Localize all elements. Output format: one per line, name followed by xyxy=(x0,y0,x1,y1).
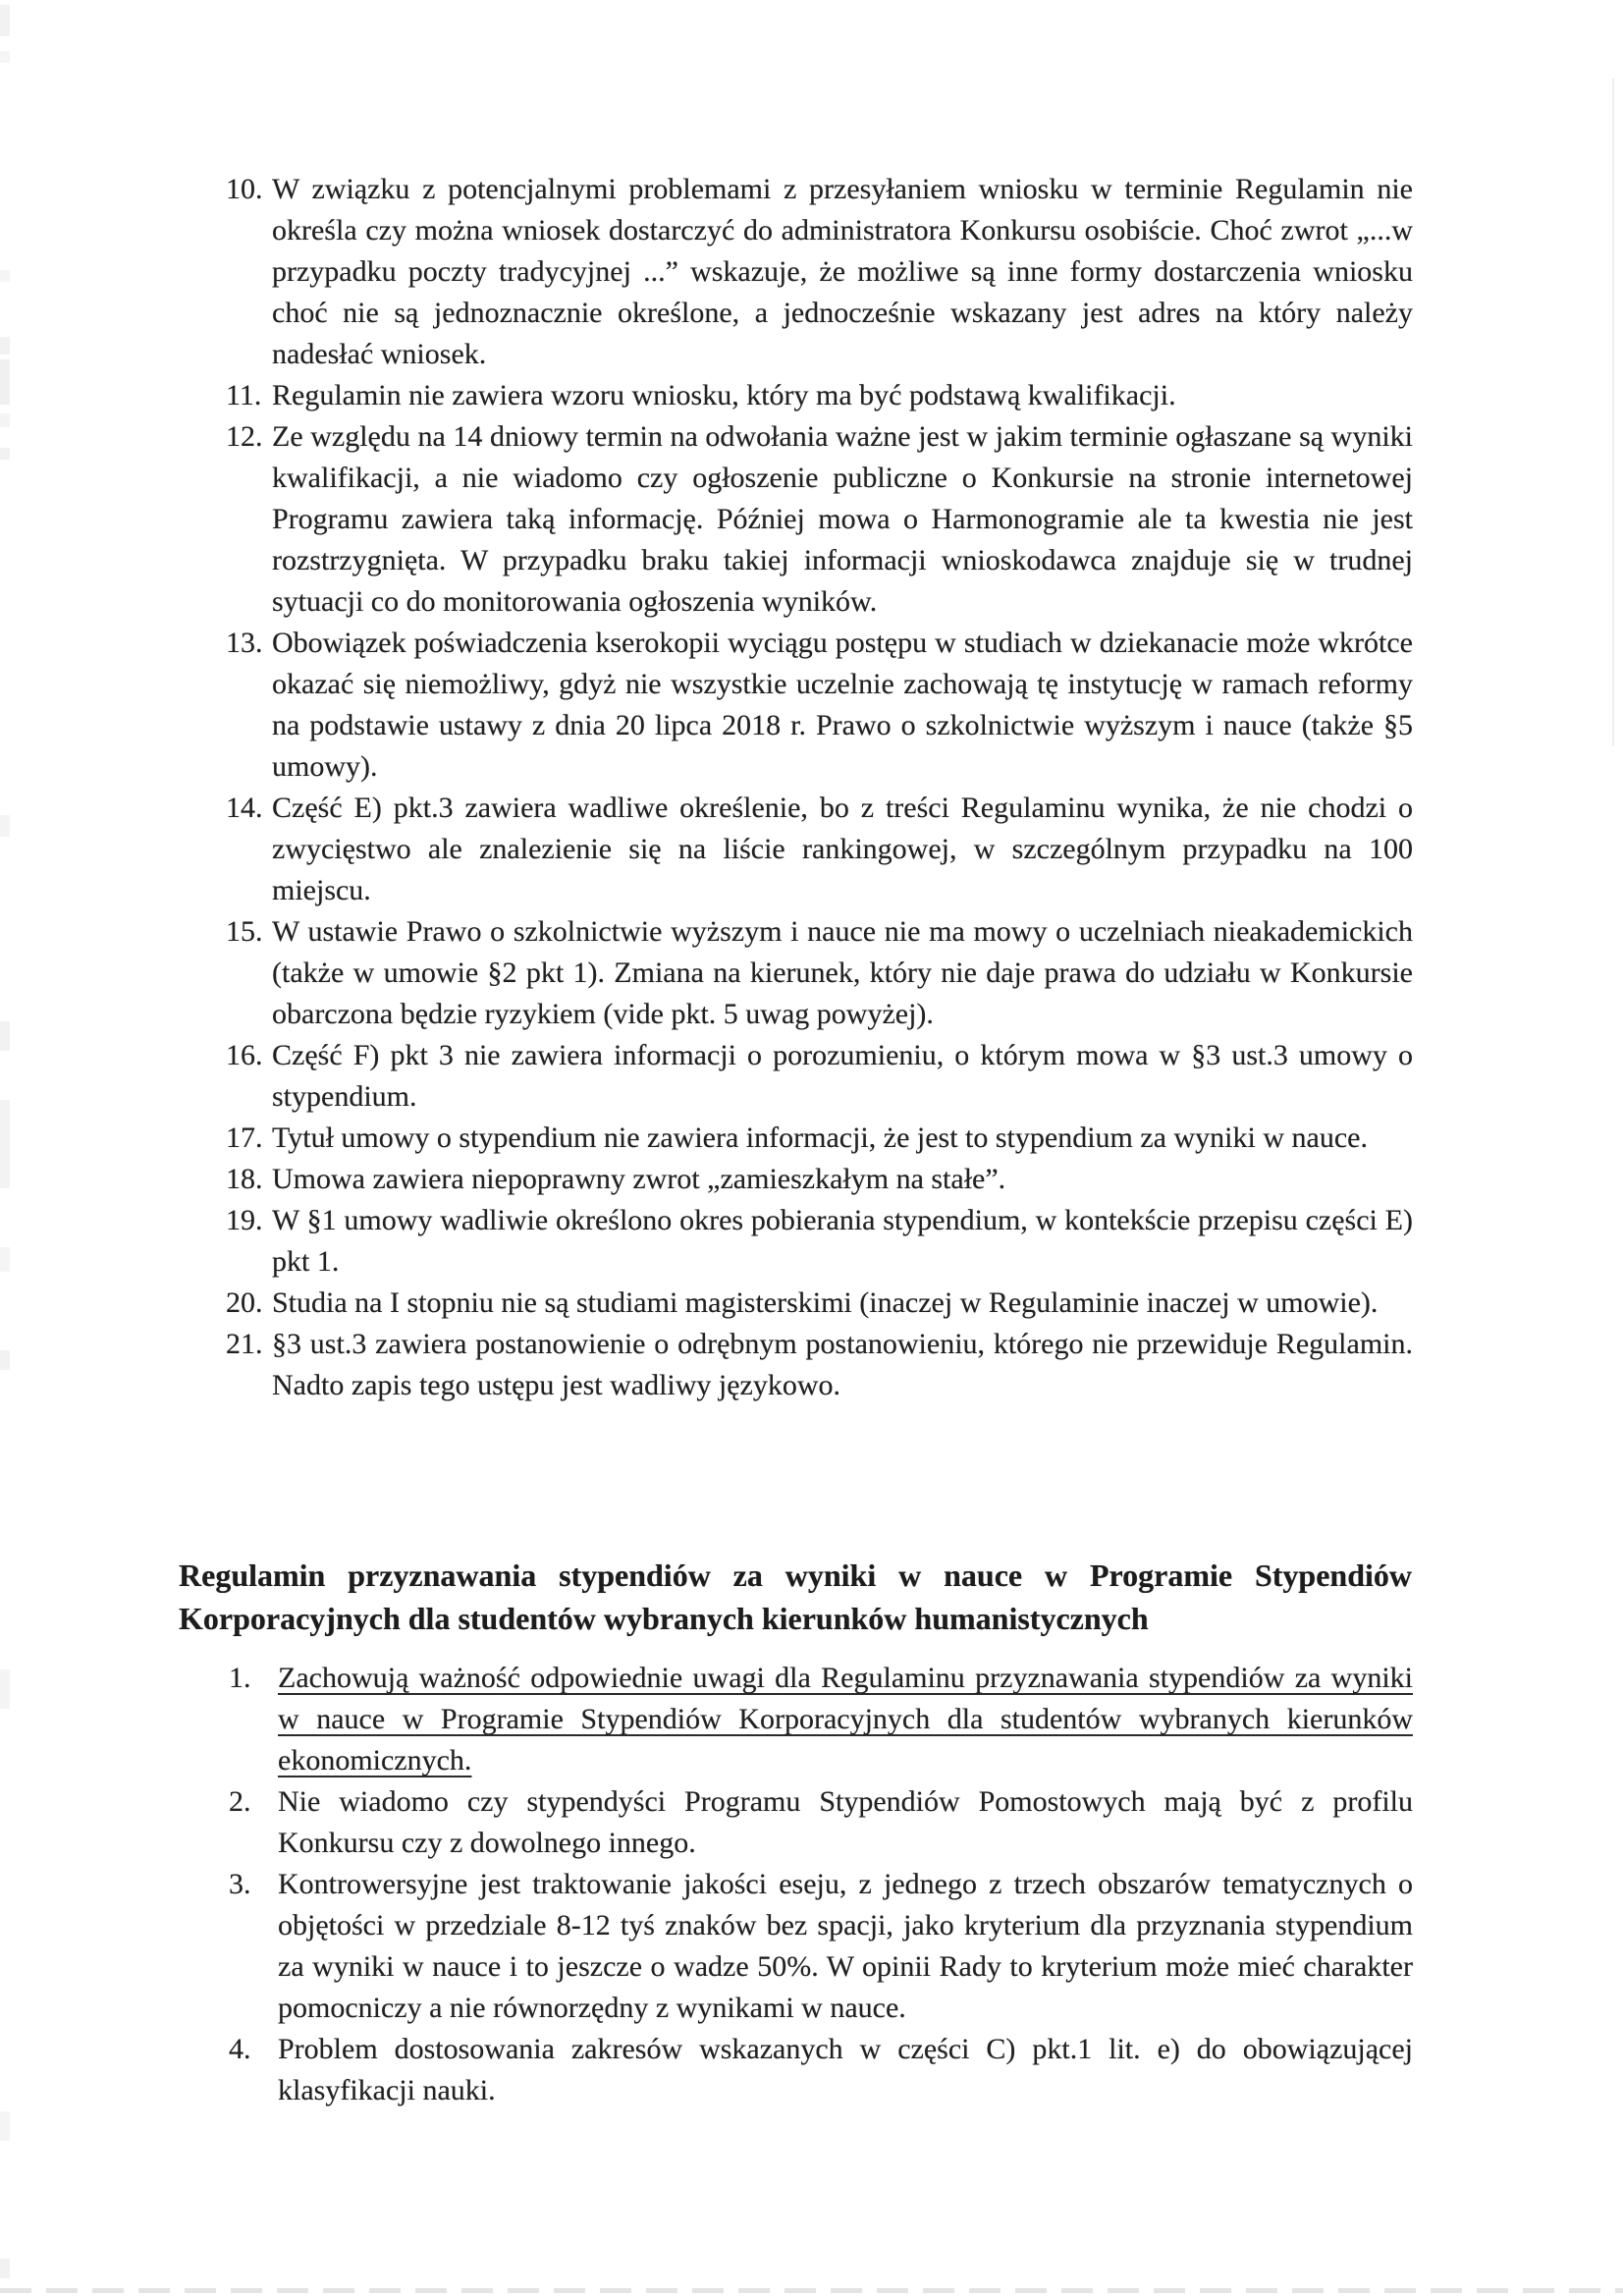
scan-artifact-left-edge xyxy=(0,359,10,405)
scan-artifact-left-edge xyxy=(0,51,10,63)
list-item xyxy=(226,416,1413,623)
scan-artifact-left-edge xyxy=(0,1100,10,1188)
item-number: 4. xyxy=(229,2033,251,2065)
item-number: 12. xyxy=(226,420,263,453)
item-text: Część E) pkt.3 zawiera wadliwe określenie, bo z treści Regulaminu wynika, że nie chodzi o zwycięstwo ale znalezienie się na liście rankingowej, w szczególnym przypadku na 100 miejscu. xyxy=(272,792,1413,906)
scan-artifact-left-edge xyxy=(0,1021,10,1051)
section-heading: Regulamin przyznawania stypendiów za wyniki w nauce w Programie Stypendiów Korporacyjnych dla studentów wybranych kierunków humanistycznych xyxy=(179,1558,1412,1636)
item-number: 1. xyxy=(229,1662,251,1694)
item-text: Obowiązek poświadczenia kserokopii wyciągu postępu w studiach w dziekanacie może wkrótce okazać się niemożliwy, gdyż nie wszystkie uczelnie zachowają tę instytucję w ramach reformy na podstawie ustawy z dnia 20 lipca 2018 r. Prawo o szkolnictwie wyższym i nauce (także §5 umowy). xyxy=(272,627,1413,783)
list-item xyxy=(229,2029,1413,2111)
list-item xyxy=(226,1200,1413,1283)
list-item xyxy=(226,623,1413,788)
scan-artifact-left-edge xyxy=(0,1247,10,1272)
item-number: 10. xyxy=(226,173,263,205)
item-number: 19. xyxy=(226,1204,263,1236)
item-number: 16. xyxy=(226,1039,263,1071)
scan-artifact-left-edge xyxy=(0,337,10,355)
scan-artifact-left-edge xyxy=(0,2259,10,2278)
item-number: 21. xyxy=(226,1328,263,1360)
item-text: Kontrowersyjne jest traktowanie jakości eseju, z jednego z trzech obszarów tematycznych o objętości w przedziale 8-12 tyś znaków bez spacji, jako kryterium dla przyznania stypendium za wyniki w nauce i to jeszcze o wadze 50%. W opinii Rady to kryterium może mieć charakter pomocniczy a nie równorzędny z wynikami w nauce. xyxy=(278,1868,1413,2024)
item-number: 2. xyxy=(229,1785,251,1818)
item-number: 20. xyxy=(226,1286,263,1319)
item-text: W ustawie Prawo o szkolnictwie wyższym i nauce nie ma mowy o uczelniach nieakademickich (także w umowie §2 pkt 1). Zmiana na kierunek, który nie daje prawa do udziału w Konkursie obarczona będzie ryzykiem (vide pkt. 5 uwag powyżej). xyxy=(272,915,1413,1030)
list-item xyxy=(226,169,1413,375)
item-text: Problem dostosowania zakresów wskazanych w części C) pkt.1 lit. e) do obowiązującej klasyfikacji nauki. xyxy=(278,2033,1413,2106)
item-number: 18. xyxy=(226,1163,263,1195)
item-text: Zachowują ważność odpowiednie uwagi dla Regulaminu przyznawania stypendiów za wyniki w nauce w Programie Stypendiów Korporacyjnych dla studentów wybranych kierunków ekonomicznych. xyxy=(278,1662,1413,1777)
list-item xyxy=(226,1118,1413,1159)
item-number: 14. xyxy=(226,792,263,824)
scan-artifact-right-edge xyxy=(1612,79,1614,746)
item-number: 17. xyxy=(226,1121,263,1154)
item-text: Nie wiadomo czy stypendyści Programu Stypendiów Pomostowych mają być z profilu Konkursu czy z dowolnego innego. xyxy=(278,1785,1413,1859)
scan-artifact-left-edge xyxy=(0,1350,10,1370)
list-item xyxy=(226,375,1413,416)
item-text: Regulamin nie zawiera wzoru wniosku, który ma być podstawą kwalifikacji. xyxy=(272,379,1176,411)
list-item xyxy=(229,1781,1413,1864)
list-item xyxy=(226,911,1413,1035)
item-number: 13. xyxy=(226,627,263,659)
item-number: 11. xyxy=(226,379,262,411)
scan-artifact-left-edge xyxy=(0,413,10,427)
item-text: Tytuł umowy o stypendium nie zawiera informacji, że jest to stypendium za wyniki w nauce. xyxy=(272,1121,1368,1154)
item-text: Ze względu na 14 dniowy termin na odwołania ważne jest w jakim terminie ogłaszane są wyniki kwalifikacji, a nie wiadomo czy ogłoszenie publiczne o Konkursie na stronie internetowej Programu zawiera taką informację. Później mowa o Harmonogramie ale ta kwestia nie jest rozstrzygnięta. W przypadku braku takiej informacji wnioskodawca znajduje się w trudnej sytuacji co do monitorowania ogłoszenia wyników. xyxy=(272,420,1413,618)
list-item xyxy=(226,1283,1413,1324)
item-text: Część F) pkt 3 nie zawiera informacji o porozumieniu, o którym mowa w §3 ust.3 umowy o stypendium. xyxy=(272,1039,1413,1113)
item-text: W §1 umowy wadliwie określono okres pobierania stypendium, w kontekście przepisu części E) pkt 1. xyxy=(272,1204,1413,1278)
item-text: W związku z potencjalnymi problemami z przesyłaniem wniosku w terminie Regulamin nie określa czy można wniosek dostarczyć do administratora Konkursu osobiście. Choć zwrot „...w przypadku poczty tradycyjnej ...” wskazuje, że możliwe są inne formy dostarczenia wniosku choć nie są jednoznacznie określone, a jednocześnie wskazany jest adres na który należy nadesłać wniosek. xyxy=(272,173,1413,370)
list-item xyxy=(229,1864,1413,2029)
scan-artifact-left-edge xyxy=(0,270,10,282)
remarks-list-humanistic-regulations xyxy=(229,1658,1413,2111)
scan-artifact-left-edge xyxy=(0,2111,10,2141)
remarks-list-economic-regulations xyxy=(226,169,1413,1406)
scan-artifact-left-edge xyxy=(0,5,10,36)
item-text: Studia na I stopniu nie są studiami magisterskimi (inaczej w Regulaminie inaczej w umowie). xyxy=(272,1286,1379,1319)
list-item xyxy=(226,788,1413,911)
item-text: Umowa zawiera niepoprawny zwrot „zamieszkałym na stałe”. xyxy=(272,1163,1006,1195)
scan-artifact-left-edge xyxy=(0,448,10,460)
list-item xyxy=(226,1159,1413,1200)
item-text: §3 ust.3 zawiera postanowienie o odrębnym postanowieniu, którego nie przewiduje Regulamin. Nadto zapis tego ustępu jest wadliwy językowo. xyxy=(272,1328,1413,1401)
list-item xyxy=(226,1324,1413,1406)
item-number: 3. xyxy=(229,1868,251,1900)
item-number: 15. xyxy=(226,915,263,948)
list-item xyxy=(229,1658,1413,1781)
scan-artifact-bottom-edge xyxy=(0,2288,1623,2293)
list-item xyxy=(226,1035,1413,1118)
scan-artifact-left-edge xyxy=(0,1669,10,1709)
scan-artifact-left-edge xyxy=(0,815,10,837)
